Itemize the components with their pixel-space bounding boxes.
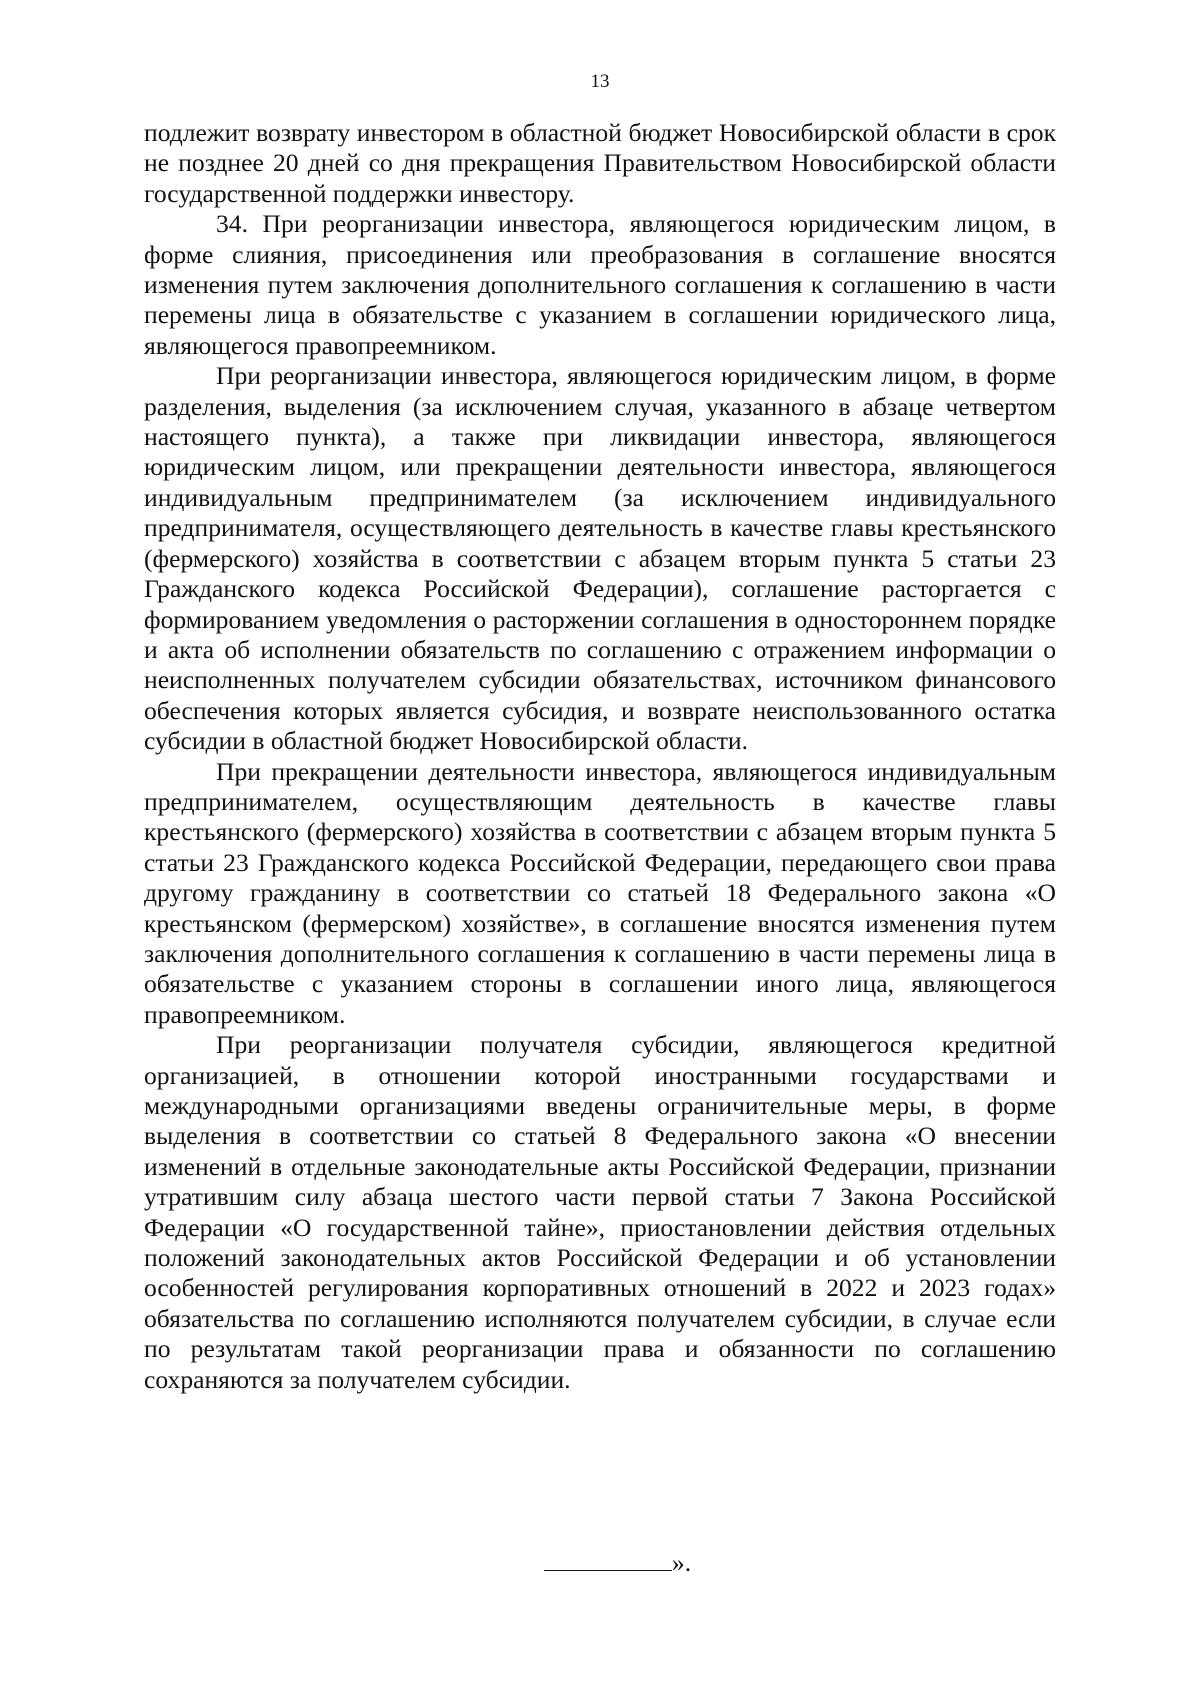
paragraph-credit-organization: При реорганизации получателя субсидии, являющегося кредитной организацией, в отношении которой иностранными государствами и международными организациями введены ограничительные меры, в форме выделения в соответствии со статьей 8 Федерального закона «О внесении изменений в отдельные законодательные акты Российской Федерации, признании утратившим силу абзаца шестого части первой статьи 7 Закона Российской Федерации «О государственной тайне», приостановлении действия отдельных положений законодательных актов Российской Федерации и об установлении особенностей регулирования корпоративных отношений в 2022 и 2023 годах» обязательства по соглашению исполняются получателем субсидии, в случае если по результатам такой реорганизации права и обязанности по соглашению сохраняются за получателем субсидии. — [144, 1030, 1056, 1394]
document-body — [144, 118, 1056, 1395]
closing-line — [0, 1548, 1200, 1578]
closing-quote-mark: ». — [671, 1548, 692, 1577]
signature-underline — [544, 1548, 672, 1571]
page-number: 13 — [590, 71, 610, 92]
paragraph-farm-termination: При прекращении деятельности инвестора, являющегося индивидуальным предпринимателем, осуществляющим деятельность в качестве главы крестьянского (фермерского) хозяйства в соответствии с абзацем вторым пункта 5 статьи 23 Гражданского кодекса Российской Федерации, передающего свои права другому гражданину в соответствии со статьей 18 Федерального закона «О крестьянском (фермерском) хозяйстве», в соглашение вносятся изменения путем заключения дополнительного соглашения к соглашению в части перемены лица в обязательстве с указанием стороны в соглашении иного лица, являющегося правопреемником. — [144, 756, 1056, 1029]
paragraph-item-34: 34. При реорганизации инвестора, являющегося юридическим лицом, в форме слияния, присоединения или преобразования в соглашение вносятся изменения путем заключения дополнительного соглашения к соглашению в части перемены лица в обязательстве с указанием в соглашении юридического лица, являющегося правопреемником. — [144, 209, 1056, 360]
paragraph-reorganization-division: При реорганизации инвестора, являющегося юридическим лицом, в форме разделения, выделения (за исключением случая, указанного в абзаце четвертом настоящего пункта), а также при ликвидации инвестора, являющегося юридическим лицом, или прекращении деятельности инвестора, являющегося индивидуальным предпринимателем (за исключением индивидуального предпринимателя, осуществляющего деятельность в качестве главы крестьянского (фермерского) хозяйства в соответствии с абзацем вторым пункта 5 статьи 23 Гражданского кодекса Российской Федерации), соглашение расторгается с формированием уведомления о расторжении соглашения в одностороннем порядке и акта об исполнении обязательств по соглашению с отражением информации о неисполненных получателем субсидии обязательствах, источником финансового обеспечения которых является субсидия, и возврате неиспользованного остатка субсидии в областной бюджет Новосибирской области. — [144, 361, 1056, 756]
paragraph-continuation: подлежит возврату инвестором в областной бюджет Новосибирской области в срок не позднее 20 дней со дня прекращения Правительством Новосибирской области государственной поддержки инвестору. — [144, 118, 1056, 208]
